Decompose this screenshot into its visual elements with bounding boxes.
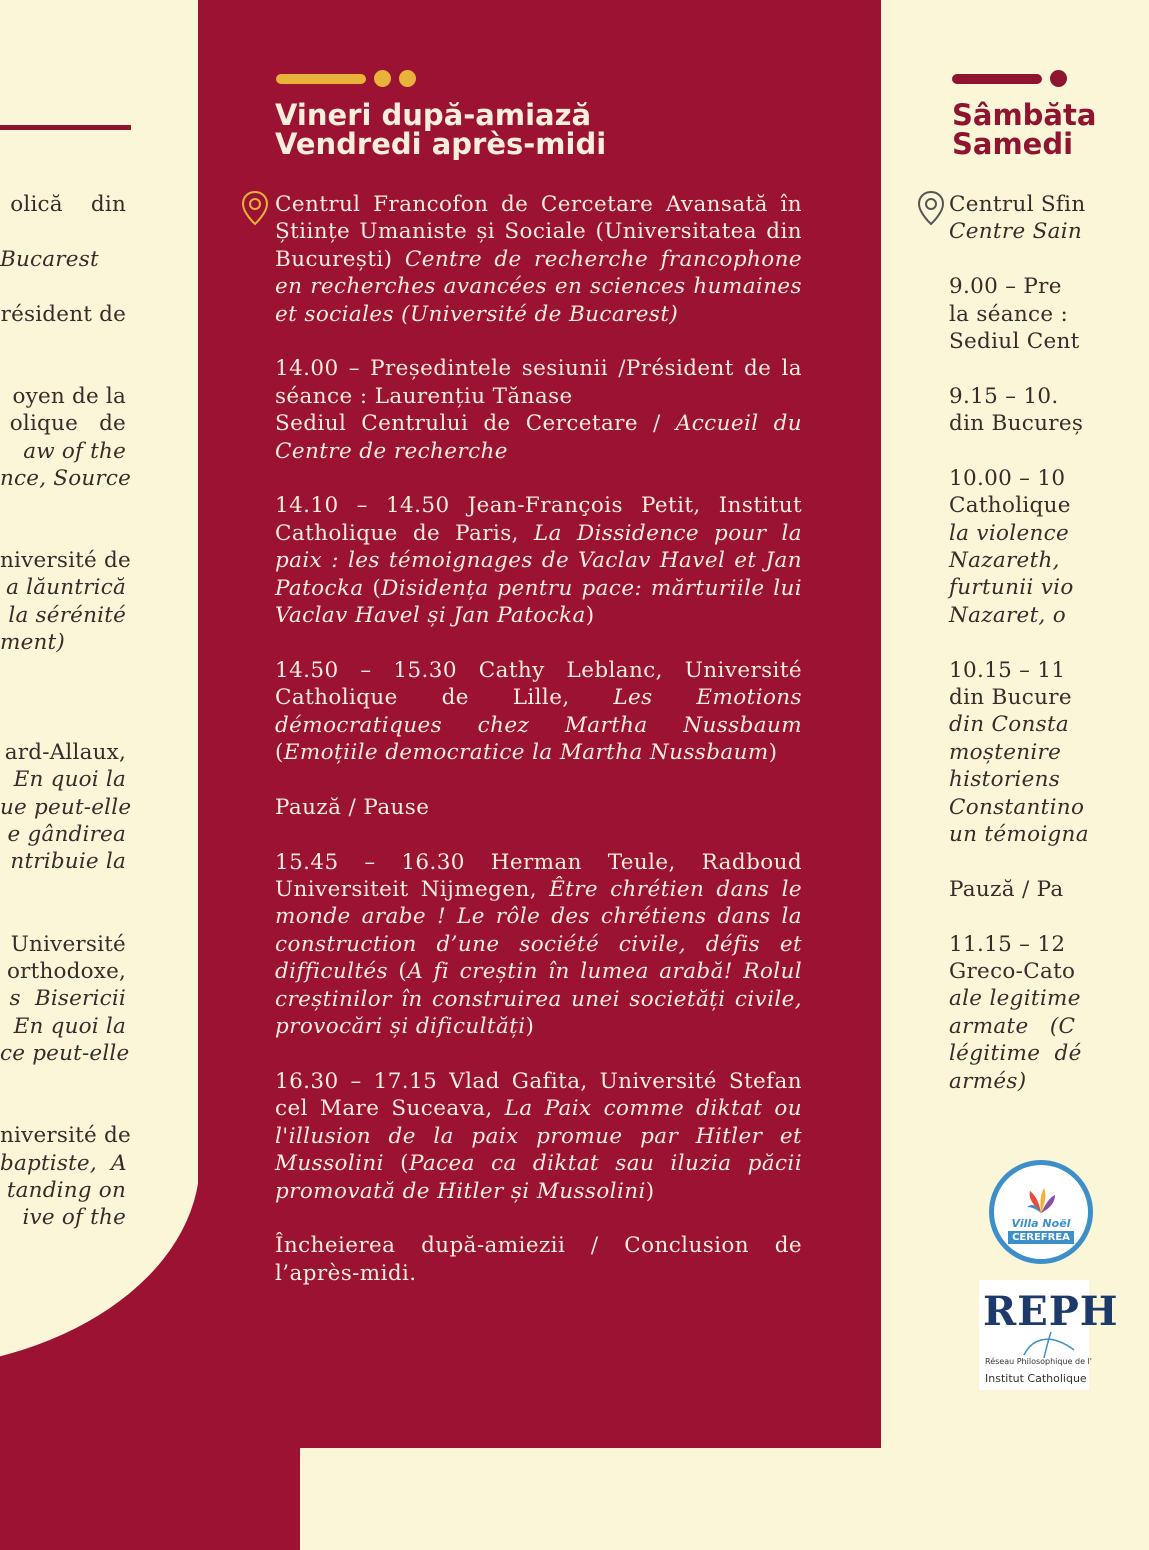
text-line [949,903,1149,930]
program-entry [275,1232,802,1287]
program-entry [275,355,802,465]
text-line: Constantino [949,794,1085,820]
program-entry [275,849,802,1041]
header-decoration [276,70,416,87]
text-line: la violence [949,520,1070,546]
heading-ro: Sâmbăta [952,98,1097,132]
flower-icon [1024,1185,1058,1215]
text-line: Centre Sain [949,219,1083,245]
location-pin-icon [241,190,269,226]
text-line: ce peut-elle [0,1041,130,1067]
header-decoration [952,70,1067,87]
heading-ro: Vineri după-amiază [275,98,592,132]
text-line [0,711,126,738]
text-line [0,876,126,903]
text-line: légitime dé [949,1041,1082,1067]
text-line: ive of the [22,1205,126,1231]
text-line [0,218,126,245]
text-line: la sérénité [8,602,126,628]
text-line [0,1095,126,1122]
text-line: ment) [0,630,65,656]
decor-dot [399,70,416,87]
text-line: tanding on [6,1178,126,1204]
text-line [0,684,126,711]
text-run: 14.10 – 14.50 Jean-François Petit, Institut Catholique de Paris, [275,493,802,546]
text-line [0,273,126,300]
program-entry [275,492,802,629]
text-line: la séance : [949,301,1076,327]
italic-run: A fi creștin în lumea arabă! Rolul creștinilor în construirea unei societăți civile, provocări și dificultăți [275,959,802,1040]
decor-bar [952,74,1042,84]
text-line: un témoigna [949,821,1089,847]
text-line: baptiste, A [0,1150,127,1176]
text-line: oyen de la [12,383,126,409]
text-line: Centrul Sfin [949,192,1086,217]
italic-run: Pacea ca diktat sau iluzia păcii promovată de Hitler și Mussolini [275,1151,802,1204]
text-run: Sediul Centrului de Cercetare / [275,411,676,437]
text-line [0,1068,126,1095]
text-line [949,629,1149,656]
repha-subtitle: Réseau Philosophique de l' [985,1357,1092,1366]
repha-logo [979,1280,1119,1390]
italic-run: Emoțiile democratice la Martha Nussbaum [283,740,769,766]
italic-run: La Dissidence pour la paix : les témoignages de Vaclav Havel et Jan Patocka [275,520,802,601]
left-program-text [0,191,132,1232]
text-line: moștenire [949,739,1062,765]
text-line [949,246,1149,273]
villa-noel-sub: CEREFREA [1008,1231,1074,1244]
program-text [275,191,802,1315]
repha-wordmark: REPH [983,1288,1119,1335]
text-line: En quoi la [13,767,126,793]
text-run: 14.00 – Președintele sesiunii /Président de la séance : Laurențiu Tănase [275,356,802,409]
decor-bar [276,74,366,84]
text-line: aw of the [23,438,126,464]
text-run: 16.30 – 17.15 Vlad Gafita, Université Stefan cel Mare Suceava, [275,1068,802,1122]
text-line: olique de [9,411,126,437]
text-line: résident de [0,301,126,327]
decor-dot [374,70,391,87]
villa-noel-logo [989,1160,1093,1264]
villa-noel-name: Villa Noël [1011,1216,1071,1230]
text-line [0,520,126,547]
text-run: ) [525,1014,535,1040]
middle-panel [198,0,881,1448]
repha-institute: Institut Catholique [985,1372,1087,1385]
text-line [949,438,1149,465]
text-run: Pauză / Pause [275,794,430,820]
text-run: ( [275,740,284,766]
text-line [949,848,1149,875]
text-line: 11.15 – 12 [949,931,1066,957]
text-run: ) [645,1178,655,1204]
text-line: ale legitime [949,986,1081,1012]
right-panel [881,0,1119,1448]
text-line: armate (C [949,1013,1076,1039]
italic-run: Accueil du Centre de recherche [275,411,802,464]
text-line: niversité de [0,548,131,574]
text-run: ) [585,603,595,629]
text-run: 15.45 – 16.30 Herman Teule, Radboud Universiteit Nijmegen, [275,849,802,903]
text-line: 9.00 – Pre [949,274,1062,300]
text-line: Université [3,931,126,957]
text-line: olică din [10,192,126,217]
italic-run: Centre de recherche francophone en recherches avancées en sciences humaines et sociales (Université de Bucarest) [275,246,802,327]
left-panel [0,0,198,1448]
text-line: 10.00 – 10 [949,465,1066,491]
text-line: a lăuntrică [6,575,126,601]
text-line: Pauză / Pa [949,876,1064,902]
day-heading [275,98,607,161]
text-line: s Bisericii [9,986,126,1012]
text-line [0,492,126,519]
text-line: ard-Allaux, [4,739,126,765]
italic-run: Être chrétien dans le monde arabe ! Le rôle des chrétiens dans la construction d’une société civile, défis et difficultés [275,877,802,985]
program-entry [275,794,802,821]
text-line: Nazareth, [949,548,1067,574]
text-run: ( [383,1151,409,1177]
text-line: niversité de [0,1123,131,1149]
text-line [0,903,126,930]
header-rule [0,125,131,130]
text-line: historiens [949,767,1061,793]
text-line: din Bucure [949,685,1072,711]
italic-run: La Paix comme diktat ou l'illusion de la paix promue par Hitler et Mussolini [275,1096,802,1177]
decor-dot [1050,70,1067,87]
location-pin-icon [917,190,945,226]
text-run: 14.50 – 15.30 Cathy Leblanc, Université Catholique de Lille, [275,657,802,711]
text-line: Nazaret, o [949,602,1074,628]
text-run: Încheierea după-amiezii / Conclusion de l’après-midi. [275,1233,802,1286]
program-entry [275,657,802,767]
text-run: ( [363,575,382,601]
text-line: nce, Source [0,465,132,491]
text-line: 9.15 – 10. [949,383,1059,409]
text-line: ntribuie la [10,849,126,875]
location-text [275,191,802,328]
text-line: din Bucureș [949,411,1084,437]
program-entry [275,1068,802,1205]
text-run: ( [388,959,408,985]
text-line: din Consta [949,712,1070,738]
text-line: Bucarest [0,246,99,272]
italic-run: Disidența pentru pace: mărturiile lui Vaclav Havel și Jan Patocka [275,575,802,629]
text-line: furtunii vio [949,575,1074,601]
text-line: Greco-Cato [949,958,1076,984]
text-run: Centrul Francofon de Cercetare Avansată în Științe Umaniste și Sociale (Universitatea din București) [275,192,802,272]
heading-fr: Samedi [952,127,1074,161]
italic-run: Les Emotions démocratiques chez Martha Nussbaum [275,685,802,738]
day-heading [952,98,1097,161]
program-list [275,355,802,1287]
repha-swirl-icon [1019,1330,1079,1360]
text-run: ) [768,740,778,766]
text-line: orthodoxe, [0,958,127,984]
text-line [0,657,126,684]
right-program-text [949,191,1149,1095]
text-line: e gândirea [7,821,126,847]
text-line [0,355,126,382]
text-line: Catholique [949,493,1078,519]
text-line: En quoi la [13,1013,126,1039]
text-line: 10.15 – 11 [949,657,1066,683]
text-line: armés) [949,1068,1027,1094]
text-line [949,355,1149,382]
text-line [0,328,126,355]
text-line: ue peut-elle [0,794,132,820]
heading-fr: Vendredi après-midi [275,127,607,161]
text-line: Sediul Cent [949,328,1080,354]
